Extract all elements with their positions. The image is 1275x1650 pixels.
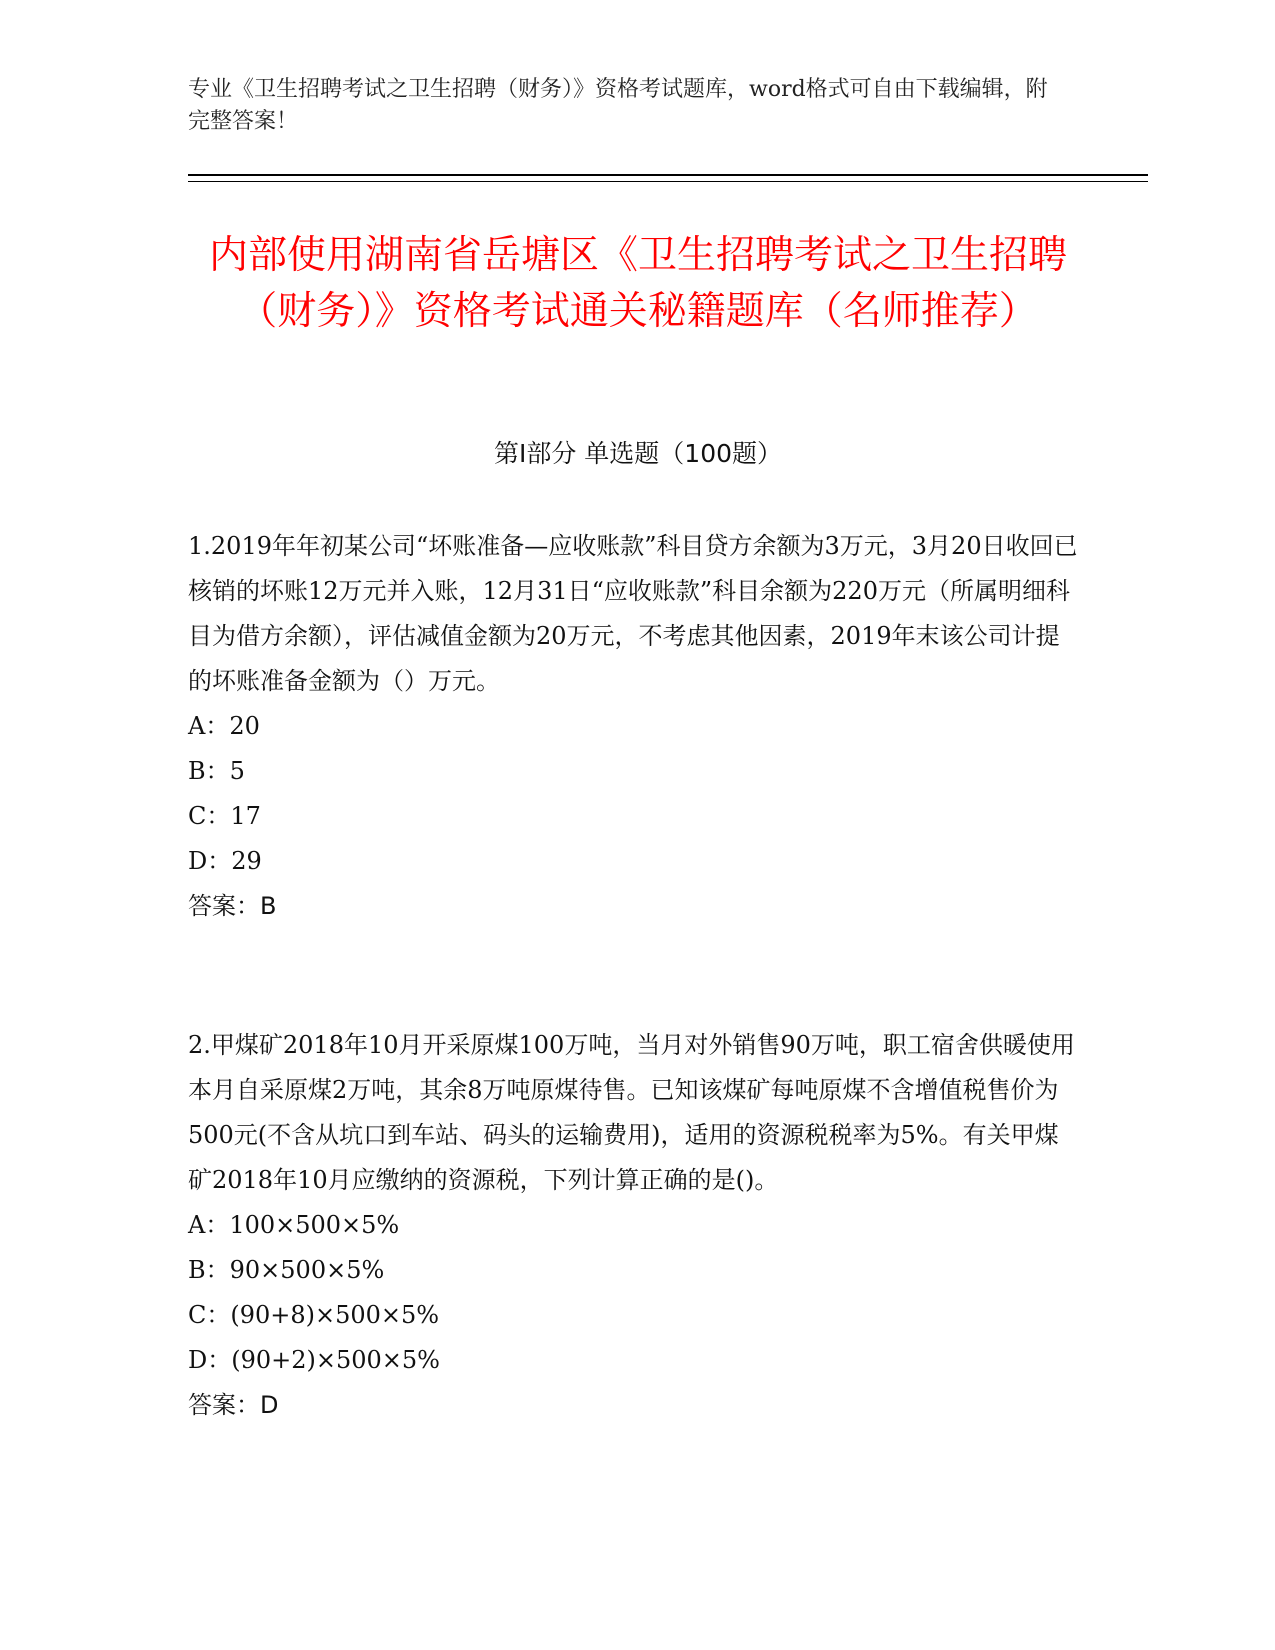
document-title: 内部使用湖南省岳塘区《卫生招聘考试之卫生招聘（财务）》资格考试通关秘籍题库（名师推荐） bbox=[208, 233, 1067, 334]
option-d: D：29 bbox=[188, 847, 262, 875]
header-rule-thick bbox=[188, 174, 1148, 176]
header-rule-thin bbox=[188, 181, 1148, 182]
question-1 bbox=[188, 524, 1078, 929]
option-a: A：100×500×5% bbox=[188, 1211, 400, 1239]
question-2 bbox=[188, 1023, 1078, 1428]
option-c: C：17 bbox=[188, 802, 261, 830]
option-c: C：(90+8)×500×5% bbox=[188, 1301, 440, 1329]
option-b: B：5 bbox=[188, 757, 245, 785]
question-stem: 2.甲煤矿2018年10月开采原煤100万吨，当月对外销售90万吨，职工宿舍供暖使用本月自采原煤2万吨，其余8万吨原煤待售。已知该煤矿每吨原煤不含增值税售价为500元(不含从坑口到车站、码头的运输费用)，适用的资源税税率为5%。有关甲煤矿2018年10月应缴纳的资源税，下列计算正确的是()。 bbox=[188, 1031, 1075, 1194]
answer-line: 答案：D bbox=[188, 1391, 279, 1419]
option-a: A：20 bbox=[188, 712, 260, 740]
option-b: B：90×500×5% bbox=[188, 1256, 385, 1284]
section-heading: 第I部分 单选题（100题） bbox=[493, 439, 783, 468]
answer-line: 答案：B bbox=[188, 892, 277, 920]
question-stem: 1.2019年年初某公司“坏账准备—应收账款”科目贷方余额为3万元，3月20日收回已核销的坏账12万元并入账，12月31日“应收账款”科目余额为220万元（所属明细科目为借方余额），评估减值金额为20万元，不考虑其他因素，2019年末该公司计提的坏账准备金额为（）万元。 bbox=[188, 532, 1078, 695]
option-d: D：(90+2)×500×5% bbox=[188, 1346, 440, 1374]
header-note: 专业《卫生招聘考试之卫生招聘（财务）》资格考试题库，word格式可自由下载编辑，附完整答案！ bbox=[188, 77, 1048, 134]
